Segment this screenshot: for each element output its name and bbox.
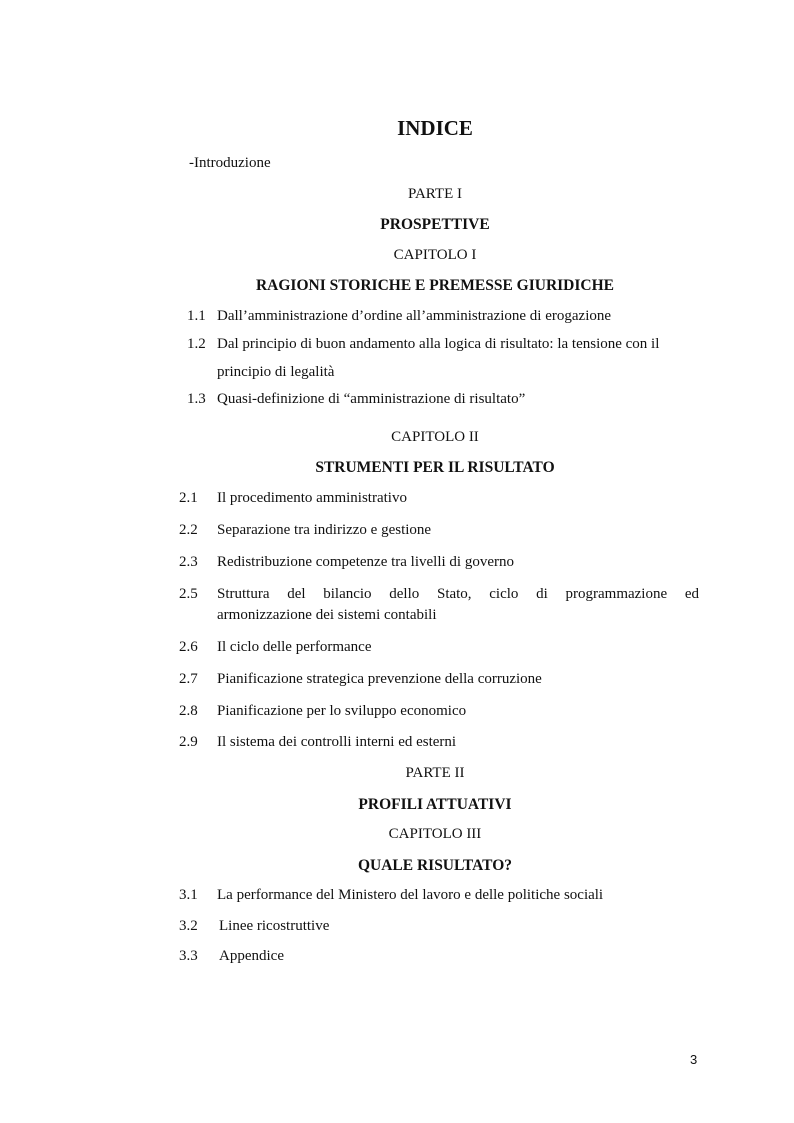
part-2-title: PROFILI ATTUATIVI [358,796,512,813]
toc-entry-text-continued: principio di legalità [217,364,335,380]
chapter-1-title: RAGIONI STORICHE E PREMESSE GIURIDICHE [255,277,614,294]
toc-entry-text: Pianificazione per lo sviluppo economico [217,703,467,719]
toc-entry-number: 2.1 [179,490,198,506]
part-1-label: PARTE I [408,186,462,202]
page-title: INDICE [397,116,473,140]
toc-entry-text: Il sistema dei controlli interni ed esterni [217,734,457,750]
chapter-3-title: QUALE RISULTATO? [357,857,513,874]
chapter-2-label: CAPITOLO II [391,429,479,445]
toc-entry-number: 2.2 [179,522,198,538]
toc-entry-text: Appendice [219,948,284,964]
toc-entry-number: 2.6 [179,639,198,655]
toc-entry-text-continued: armonizzazione dei sistemi contabili [217,607,437,623]
toc-entry-text: Dall’amministrazione d’ordine all’amministrazione di erogazione [217,308,612,324]
toc-entry-text: Redistribuzione competenze tra livelli di governo [217,554,514,570]
page-number: 3 [690,1052,698,1067]
toc-entry-text: Struttura del bilancio dello Stato, ciclo di programmazione ed [217,586,699,602]
toc-entry-number: 2.8 [179,703,198,719]
part-1-title: PROSPETTIVE [380,216,490,233]
toc-entry-number: 2.9 [179,734,198,750]
toc-entry-number: 1.3 [187,391,206,407]
toc-entry-text: Il ciclo delle performance [217,639,372,655]
toc-entry-number: 2.7 [179,671,198,687]
chapter-1-label: CAPITOLO I [393,247,477,263]
part-2-label: PARTE II [405,765,465,781]
toc-entry-text: Separazione tra indirizzo e gestione [217,522,432,538]
toc-entry-number: 2.3 [179,554,198,570]
chapter-2-title: STRUMENTI PER IL RISULTATO [315,459,555,476]
toc-entry-number: 2.5 [179,586,198,602]
toc-entry-text: La performance del Ministero del lavoro e delle politiche sociali [217,887,604,903]
toc-entry-number: 3.3 [179,948,198,964]
toc-entry-text: Quasi-definizione di “amministrazione di risultato” [217,391,526,407]
chapter-3-label: CAPITOLO III [388,826,482,842]
toc-entry-number: 1.2 [187,336,206,352]
toc-entry-text: Pianificazione strategica prevenzione della corruzione [217,671,542,687]
toc-entry-number: 3.1 [179,887,198,903]
toc-entry-text: Linee ricostruttive [219,918,330,934]
toc-introduction[interactable]: -Introduzione [189,155,271,171]
toc-entry-text: Dal principio di buon andamento alla logica di risultato: la tensione con il [217,336,660,352]
toc-entry-number: 3.2 [179,918,198,934]
toc-entry-number: 1.1 [187,308,206,324]
toc-entry-text: Il procedimento amministrativo [217,490,407,506]
